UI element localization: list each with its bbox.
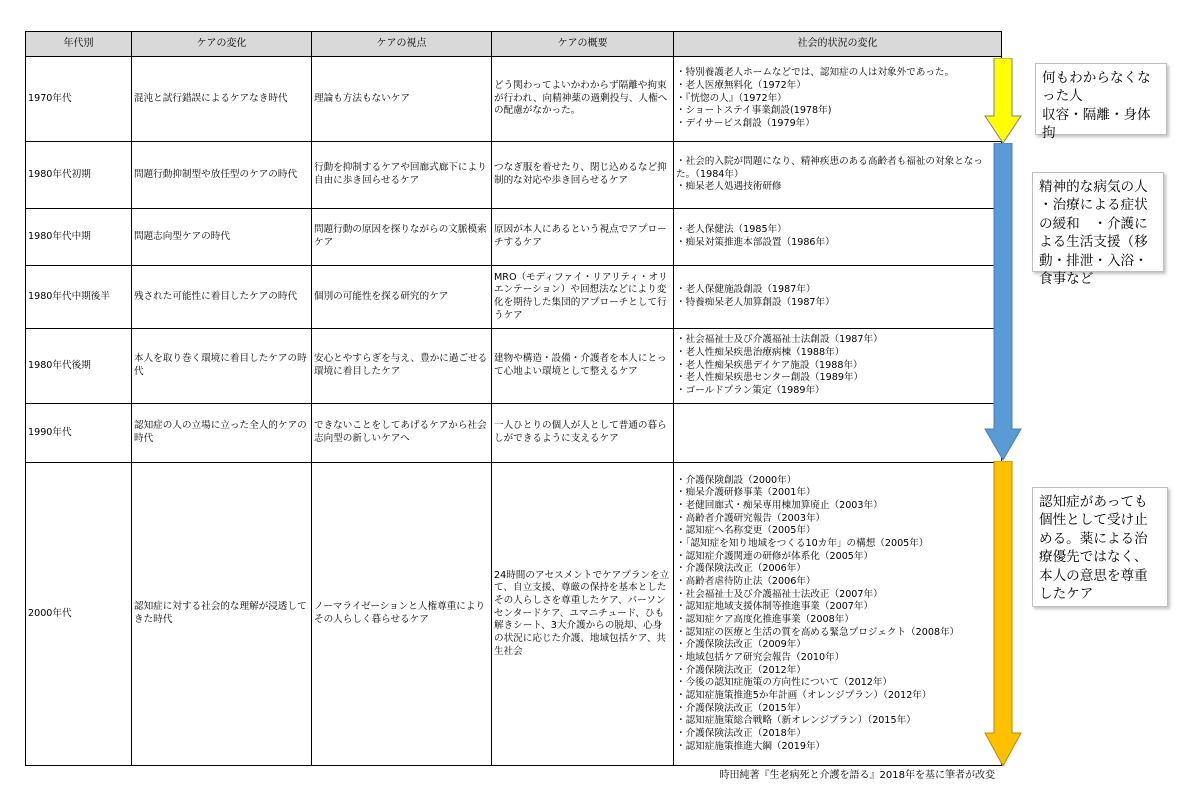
header-care-viewpoint: ケアの視点	[312, 32, 492, 57]
care-overview-cell: 24時間のアセスメントでケアプランを立て、自立支援、尊厳の保持を基本としたその人らしさを尊重したケア、パーソンセンタードケア、ユマニチュード、ひも解きシート、3大介護からの脱却、心身の状況に応じた介護、地域包括ケア、共生社会	[492, 463, 674, 766]
social-change-item: ・認知症施策総合戦略（新オレンジプラン）（2015年）	[676, 715, 916, 727]
social-change-item: ・介護保険法改正（2006年）	[676, 563, 806, 575]
care-viewpoint-cell: 安心とやすらぎを与え、豊かに過ごせる環境に着目したケア	[312, 329, 492, 404]
header-era: 年代別	[26, 32, 132, 57]
note-1970s	[1035, 63, 1167, 142]
care-change-cell: 認知症に対する社会的な理解が浸透してきた時代	[132, 463, 312, 766]
social-change-item: ・特養痴呆老人加算創設（1987年）	[676, 297, 835, 308]
care-overview-cell: つなぎ服を着せたり、閉じ込めるなど抑制的な対応や歩き回らせるケア	[492, 142, 674, 209]
table-row	[26, 209, 1002, 266]
blue-arrow-icon	[984, 143, 1022, 461]
social-change-item: ・『恍惚の人』（1972年）	[676, 92, 787, 104]
era-cell: 1980年代初期	[26, 142, 132, 209]
care-overview-cell: どう関わってよいかわからず隔離や拘束が行われ、向精神薬の過剰投与、人権への配慮がなかった。	[492, 57, 674, 142]
era-cell: 1980年代後期	[26, 329, 132, 404]
social-change-cell	[674, 209, 1002, 266]
care-overview-cell: MRO（モディファイ・リアリティ・オリエンテーション）や回想法などにより変化を期待した集団的アプローチとして行うケア	[492, 266, 674, 329]
table-row	[26, 266, 1002, 329]
social-change-item: ・認知症地域支援体制等推進事業（2007年）	[676, 601, 874, 613]
era-cell: 2000年代	[26, 463, 132, 766]
social-change-item: ・認知症施策推進大綱（2019年）	[676, 740, 826, 752]
social-change-item: ・認知症の医療と生活の質を高める緊急プロジェクト（2008年）	[676, 626, 960, 638]
source-citation: 時田純著『生老病死と介護を語る』2018年を基に筆者が改変	[719, 770, 995, 781]
table-row	[26, 142, 1002, 209]
social-change-item: ・介護保険法改正（2015年）	[676, 702, 806, 714]
note-2000s	[1032, 487, 1168, 607]
table-row	[26, 463, 1002, 766]
social-change-item: ・ゴールドプラン策定（1989年）	[676, 384, 825, 396]
yellow-arrow-icon	[984, 58, 1022, 144]
orange-arrow-icon	[984, 461, 1022, 767]
note-1970s-line2: 収容・隔離・身体拘	[1042, 106, 1151, 142]
social-change-item: ・「認知症を知り地域をつくる10カ年」の構想（2005年）	[676, 538, 929, 550]
social-change-item: ・介護保険創設（2000年）	[676, 474, 797, 486]
social-change-item: ・認知症ケア高度化推進事業（2008年）	[676, 614, 854, 625]
header-row	[26, 32, 1002, 57]
note-2000s-text: 認知症があっても個性として受け止める。薬による治療優先ではなく、本人の意思を尊重したケア	[1039, 494, 1148, 603]
header-care-overview: ケアの概要	[492, 32, 674, 57]
social-change-item: ・老人性痴呆疾患センター創設（1989年）	[676, 372, 864, 384]
care-viewpoint-cell: 行動を抑制するケアや回廊式廊下により自由に歩き回らせるケア	[312, 142, 492, 209]
table-row	[26, 329, 1002, 404]
care-viewpoint-cell: 問題行動の原因を探りながらの文脈模索ケア	[312, 209, 492, 266]
social-change-item: ・老健回廊式・痴呆専用棟加算廃止（2003年）	[676, 500, 883, 512]
era-cell: 1980年代中期後半	[26, 266, 132, 329]
note-1980s	[1032, 172, 1164, 288]
care-viewpoint-cell: 個別の可能性を探る研究的ケア	[312, 266, 492, 329]
era-cell: 1970年代	[26, 57, 132, 142]
social-change-item: ・認知症へ名称変更（2005年）	[676, 525, 816, 537]
care-overview-cell: 建物や構造・設備・介護者を本人にとって心地よい環境として整えるケア	[492, 329, 674, 404]
social-change-item: ・痴呆老人処遇技術研修	[676, 181, 782, 193]
care-change-cell: 混沌と試行錯誤によるケアなき時代	[132, 57, 312, 142]
social-change-item: ・社会福祉士及び介護福祉士法改正（2007年）	[676, 588, 883, 600]
social-change-item: ・介護保険法改正（2018年）	[676, 727, 806, 739]
social-change-item: ・老人保健施設創設（1987年）	[676, 284, 816, 296]
social-change-cell	[674, 404, 1002, 463]
social-change-item: ・デイサービス創設（1979年）	[676, 117, 815, 129]
care-change-cell: 認知症の人の立場に立った全人的ケアの時代	[132, 404, 312, 463]
social-change-item: ・介護保険法改正（2009年）	[676, 639, 806, 651]
header-social-change: 社会的状況の変化	[674, 32, 1002, 57]
era-cell: 1990年代	[26, 404, 132, 463]
social-change-item: ・高齢者介護研究報告（2003年）	[676, 512, 826, 524]
social-change-item: ・老人保健法（1985年）	[676, 224, 787, 236]
care-history-table	[25, 31, 1002, 766]
social-change-item: ・ショートステイ事業創設(1978年)	[676, 105, 832, 117]
social-change-item: ・認知症介護関連の研修が体系化（2005年）	[676, 550, 874, 562]
social-change-item: ・社会的入院が問題になり、精神疾患のある高齢者も福祉の対象となった。（1984年）	[676, 156, 983, 180]
social-change-item: ・高齢者虐待防止法（2006年）	[676, 576, 816, 588]
table-row	[26, 57, 1002, 142]
social-change-item: ・認知症施策推進5か年計画（オレンジプラン）（2012年）	[676, 689, 932, 701]
social-change-item: ・老人医療無料化（1972年）	[676, 80, 806, 92]
social-change-cell	[674, 329, 1002, 404]
note-1970s-line1: 何もわからなくなった人	[1042, 70, 1151, 105]
header-care-change: ケアの変化	[132, 32, 312, 57]
care-change-cell: 問題行動抑制型や放任型のケアの時代	[132, 142, 312, 209]
social-change-cell	[674, 57, 1002, 142]
care-overview-cell: 一人ひとりの個人が人として普通の暮らしができるように支えるケア	[492, 404, 674, 463]
social-change-cell	[674, 142, 1002, 209]
social-change-item: ・痴呆対策推進本部設置（1986年）	[676, 237, 835, 248]
social-change-item: ・痴呆介護研修事業（2001年）	[676, 487, 816, 499]
social-change-item: ・老人性痴呆疾患デイケア施設（1988年）	[676, 359, 863, 371]
care-change-cell: 問題志向型ケアの時代	[132, 209, 312, 266]
note-1980s-text: 精神的な病気の人 ・治療による症状の緩和 ・介護による生活支援（移動・排泄・入浴・食事など	[1039, 179, 1148, 288]
care-change-cell: 残された可能性に着目したケアの時代	[132, 266, 312, 329]
social-change-item: ・特別養護老人ホームなどでは、認知症の人は対象外であった。	[676, 67, 955, 79]
social-change-item: ・老人性痴呆疾患治療病棟（1988年）	[676, 347, 845, 359]
care-overview-cell: 原因が本人にあるという視点でアプローチするケア	[492, 209, 674, 266]
social-change-item: ・介護保険法改正（2012年）	[676, 664, 806, 676]
care-viewpoint-cell: ノーマライゼーションと人権尊重によりその人らしく暮らせるケア	[312, 463, 492, 766]
care-viewpoint-cell: できないことをしてあげるケアから社会志向型の新しいケアへ	[312, 404, 492, 463]
social-change-item: ・社会福祉士及び介護福祉士法創設（1987年）	[676, 334, 883, 346]
social-change-item: ・地域包括ケア研究会報告（2010年）	[676, 651, 845, 663]
care-viewpoint-cell: 理論も方法もないケア	[312, 57, 492, 142]
era-cell: 1980年代中期	[26, 209, 132, 266]
social-change-cell	[674, 463, 1002, 766]
table-row	[26, 404, 1002, 463]
social-change-cell	[674, 266, 1002, 329]
care-change-cell: 本人を取り巻く環境に着目したケアの時代	[132, 329, 312, 404]
social-change-item: ・今後の認知症施策の方向性について（2012年）	[676, 677, 893, 689]
